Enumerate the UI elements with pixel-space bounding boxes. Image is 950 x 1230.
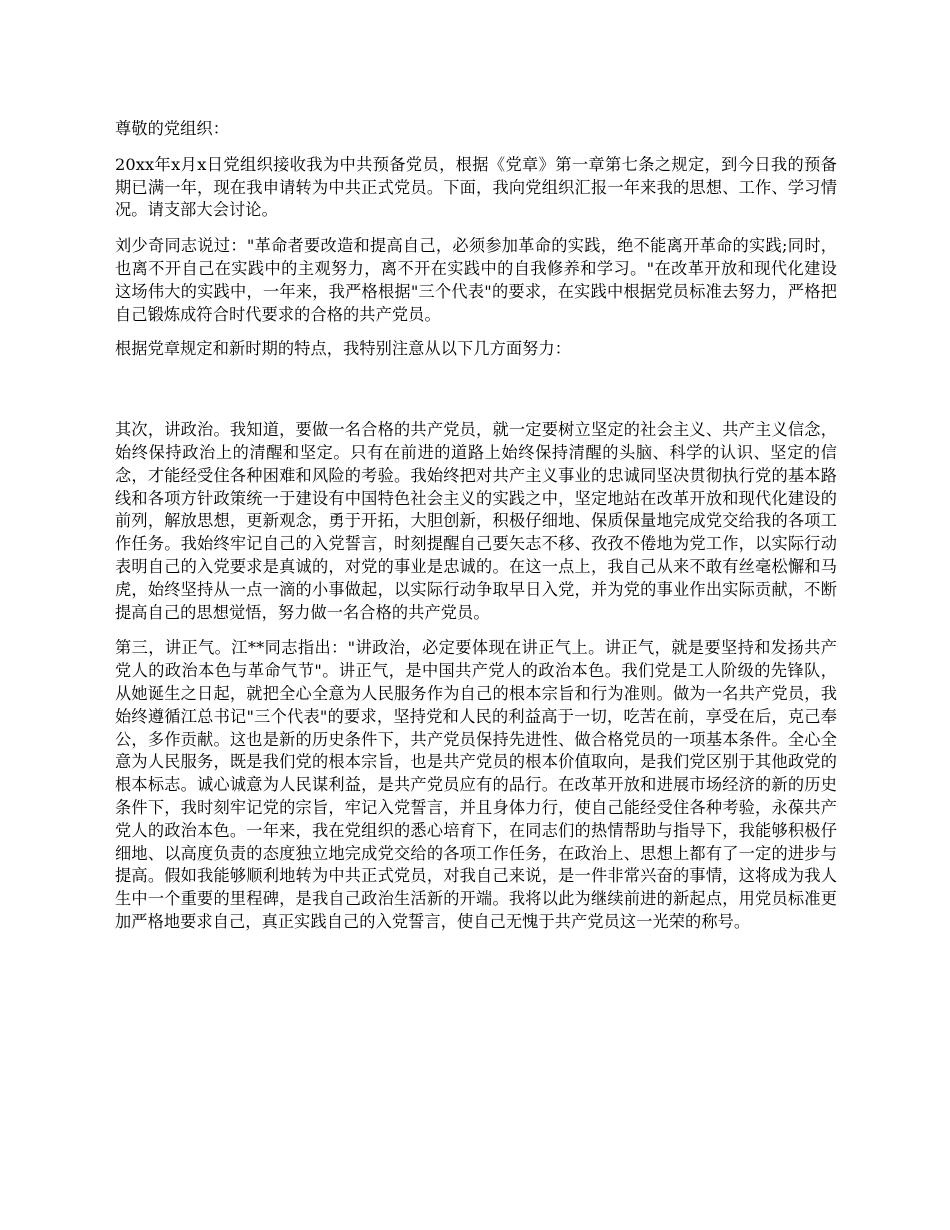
salutation: 尊敬的党组织： [115, 119, 230, 138]
second-point-paragraph: 其次，讲政治。我知道，要做一名合格的共产党员，就一定要树立坚定的社会主义、共产主义信念，始终保持政治上的清醒和坚定。只有在前进的道路上始终保持清醒的头脑、科学的认识、坚定的信念，才能经受住各种困难和风险的考验。我始终把对共产主义事业的忠诚同坚决贯彻执行党的基本路线和各项方针政策统一于建设有中国特色社会主义的实践之中，坚定地站在改革开放和现代化建设的前列，解放思想，更新观念，勇于开拓，大胆创新，积极仔细地、保质保量地完成党交给我的各项工作任务。我始终牢记自己的入党誓言，时刻提醒自己要矢志不移、孜孜不倦地为党工作，以实际行动表明自己的入党要求是真诚的，对党的事业是忠诚的。在这一点上，我自己从来不敢有丝毫松懈和马虎，始终坚持从一点一滴的小事做起，以实际行动争取早日入党，并为党的事业作出实际贡献，不断提高自己的思想觉悟，努力做一名合格的共产党员。 [115, 420, 837, 622]
blank-gap [115, 361, 837, 419]
lead-paragraph: 根据党章规定和新时期的特点，我特别注意从以下几方面努力： [115, 339, 572, 359]
document-body [115, 118, 837, 934]
third-point-paragraph: 第三，讲正气。江**同志指出："讲政治，必定要体现在讲正气上。讲正气，就是要坚持和发扬共产党人的政治本色与革命气节"。讲正气，是中国共产党人的政治本色。我们党是工人阶级的先锋队，从她诞生之日起，就把全心全意为人民服务作为自己的根本宗旨和行为准则。做为一名共产党员，我始终遵循江总书记"三个代表"的要求，坚持党和人民的利益高于一切，吃苦在前，享受在后，克己奉公，多作贡献。这也是新的历史条件下，共产党员保持先进性、做合格党员的一项基本条件。全心全意为人民服务，既是我们党的根本宗旨，也是共产党员的根本价值取向，是我们党区别于其他政党的根本标志。诚心诚意为人民谋利益，是共产党员应有的品行。在改革开放和进展市场经济的新的历史条件下，我时刻牢记党的宗旨，牢记入党誓言，并且身体力行，使自己能经受住各种考验，永葆共产党人的政治本色。一年来，我在党组织的悉心培育下，在同志们的热情帮助与指导下，我能够积极仔细地、以高度负责的态度独立地完成党交给的各项工作任务，在政治上、思想上都有了一定的进步与提高。假如我能够顺利地转为中共正式党员，对我自己来说，是一件非常兴奋的事情，这将成为我人生中一个重要的里程碑，是我自己政治生活新的开端。我将以此为继续前进的新起点，用党员标准更加严格地要求自己，真正实践自己的入党誓言，使自己无愧于共产党员这一光荣的称号。 [115, 638, 837, 931]
intro-paragraph: 20xx年x月x日党组织接收我为中共预备党员，根据《党章》第一章第七条之规定，到今日我的预备期已满一年，现在我申请转为中共正式党员。下面，我向党组织汇报一年来我的思想、工作、学习情况。请支部大会讨论。 [115, 154, 837, 220]
quote-paragraph: 刘少奇同志说过："革命者要改造和提高自己，必须参加革命的实践，绝不能离开革命的实践;同时，也离不开自己在实践中的主观努力，离不开在实践中的自我修养和学习。"在改革开放和现代化建设这场伟大的实践中，一年来，我严格根据"三个代表"的要求，在实践中根据党员标准去努力，严格把自己锻炼成符合时代要求的合格的共产党员。 [115, 236, 837, 324]
